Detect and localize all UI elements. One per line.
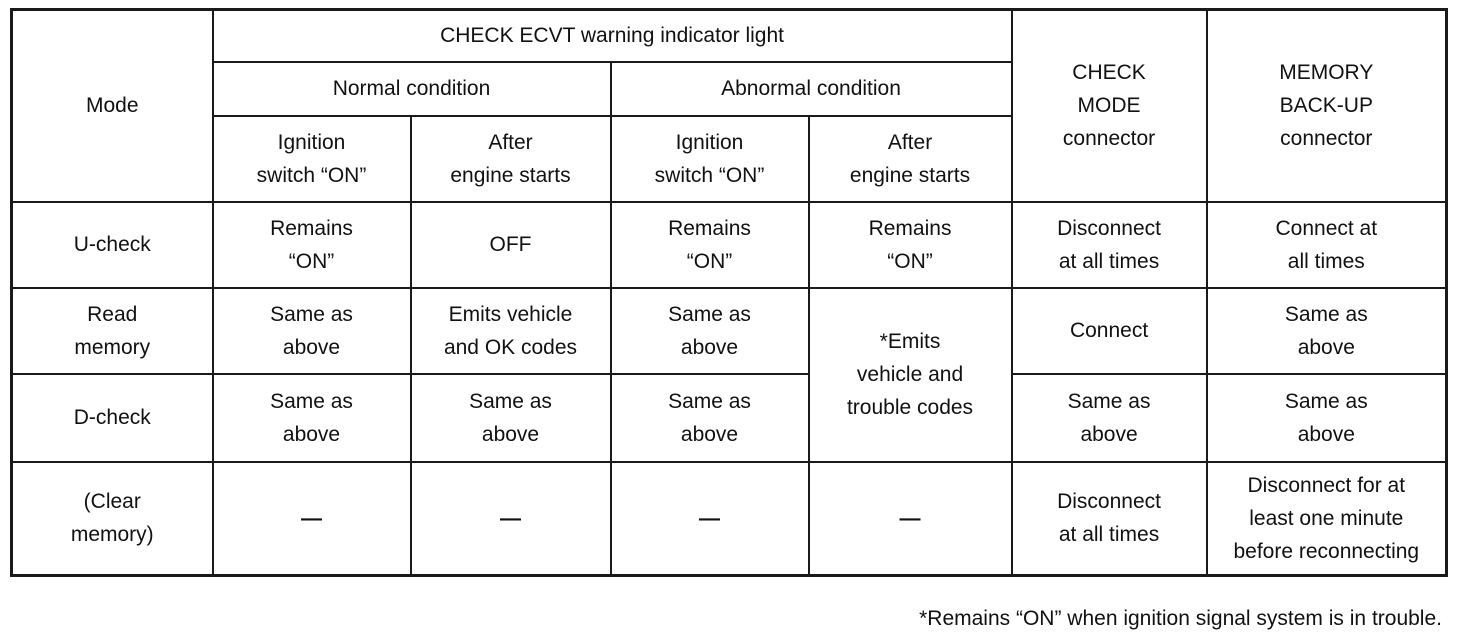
check-mode-cell	[1012, 202, 1207, 288]
mode-line: D-check	[73, 406, 151, 429]
memory-cell	[1207, 462, 1447, 576]
normal-ignition-cell: —	[213, 462, 411, 576]
cell-line: above	[481, 422, 540, 446]
normal-ignition-cell	[213, 374, 411, 462]
cell-line: Emits vehicle	[448, 302, 573, 326]
after-line-1: After	[488, 130, 533, 154]
abnormal-after-cell: —	[809, 462, 1012, 576]
table-row-clear-memory	[12, 462, 1447, 576]
after-line-2: engine starts	[450, 163, 571, 187]
abnormal-ignition-cell	[611, 374, 809, 462]
cell-line: Disconnect for at	[1247, 473, 1406, 497]
ign-line-1: Ignition	[277, 130, 346, 154]
normal-after-cell	[411, 288, 611, 374]
ecvt-mode-table	[10, 8, 1448, 577]
cell-line: least one minute	[1249, 506, 1404, 530]
abnormal-ignition-cell	[611, 202, 809, 288]
check-mode-line-3: connector	[1062, 127, 1156, 151]
check-mode-header	[1012, 10, 1207, 202]
normal-after-cell	[411, 202, 611, 288]
cell-line: *Emits	[879, 330, 941, 353]
normal-after-start-header	[411, 116, 611, 202]
memory-cell	[1207, 288, 1447, 374]
cell-line: above	[1297, 335, 1355, 359]
memory-backup-header	[1207, 10, 1447, 202]
abnormal-after-cell	[809, 202, 1012, 288]
cell-line: Disconnect	[1057, 490, 1161, 514]
normal-ignition-cell	[213, 202, 411, 288]
cell-line: “ON”	[686, 249, 733, 273]
cell-line: above	[282, 335, 341, 359]
mode-line: Read	[87, 302, 138, 326]
cell-line: Same as	[270, 389, 353, 413]
cell-line: at all times	[1058, 523, 1160, 547]
mode-line: memory	[74, 335, 151, 359]
cell-line: vehicle and	[856, 363, 964, 386]
cell-line: Connect at	[1275, 216, 1378, 240]
table-row-read-memory	[12, 288, 1447, 374]
normal-condition-header: Normal condition	[213, 62, 611, 116]
cell-line: Connect	[1069, 319, 1149, 342]
cell-line: above	[282, 422, 341, 446]
abnormal-ignition-header	[611, 116, 809, 202]
check-mode-cell	[1012, 462, 1207, 576]
normal-after-cell	[411, 374, 611, 462]
check-mode-cell	[1012, 374, 1207, 462]
mode-cell	[12, 202, 213, 288]
mode-cell	[12, 288, 213, 374]
cell-line: OFF	[489, 233, 532, 256]
cell-line: Remains	[868, 216, 952, 240]
normal-ignition-header	[213, 116, 411, 202]
check-mode-line-2: MODE	[1077, 94, 1141, 118]
memory-backup-line-1: MEMORY	[1279, 61, 1374, 85]
cell-line: Same as	[668, 302, 751, 326]
memory-cell	[1207, 374, 1447, 462]
mode-cell	[12, 374, 213, 462]
abnormal-after-start-header	[809, 116, 1012, 202]
cell-line: Same as	[270, 302, 353, 326]
header-row-1	[12, 10, 1447, 62]
memory-backup-line-2: BACK-UP	[1279, 94, 1373, 118]
ign-line-2: switch “ON”	[654, 163, 765, 187]
cell-line: Disconnect	[1057, 216, 1161, 240]
cell-line: Same as	[668, 389, 751, 413]
mode-cell	[12, 462, 213, 576]
after-line-2: engine starts	[849, 163, 971, 187]
ign-line-2: switch “ON”	[256, 163, 367, 187]
normal-after-cell: —	[411, 462, 611, 576]
abnormal-after-merged-cell	[809, 288, 1012, 462]
mode-line: U-check	[73, 233, 151, 256]
cell-line: Same as	[1284, 302, 1368, 326]
memory-cell	[1207, 202, 1447, 288]
table-row-d-check	[12, 374, 1447, 462]
ign-line-1: Ignition	[675, 130, 744, 154]
cell-line: all times	[1287, 249, 1365, 273]
normal-ignition-cell	[213, 288, 411, 374]
abnormal-ignition-cell: —	[611, 462, 809, 576]
cell-line: “ON”	[887, 249, 933, 273]
check-mode-line-1: CHECK	[1072, 61, 1146, 85]
check-light-header: CHECK ECVT warning indicator light	[213, 10, 1012, 62]
abnormal-ignition-cell	[611, 288, 809, 374]
cell-line: Same as	[469, 389, 552, 413]
cell-line: at all times	[1058, 249, 1160, 273]
cell-line: above	[680, 335, 739, 359]
mode-line: (Clear	[83, 490, 141, 514]
cell-line: Remains	[270, 216, 353, 240]
table-row-u-check	[12, 202, 1447, 288]
cell-line: Same as	[1067, 389, 1151, 413]
cell-line: trouble codes	[846, 396, 974, 419]
footnote: *Remains “ON” when ignition signal system is in trouble.	[919, 607, 1442, 630]
cell-line: above	[1297, 422, 1355, 446]
memory-backup-line-3: connector	[1280, 127, 1373, 151]
mode-header: Mode	[12, 10, 213, 202]
cell-line: before reconnecting	[1233, 539, 1420, 563]
cell-line: above	[1080, 422, 1138, 446]
after-line-1: After	[887, 130, 933, 154]
abnormal-condition-header: Abnormal condition	[611, 62, 1012, 116]
check-mode-cell	[1012, 288, 1207, 374]
cell-line: Remains	[668, 216, 751, 240]
cell-line: and OK codes	[443, 335, 578, 359]
cell-line: “ON”	[288, 249, 335, 273]
mode-line: memory)	[70, 523, 154, 547]
cell-line: above	[680, 422, 739, 446]
cell-line: Same as	[1284, 389, 1368, 413]
